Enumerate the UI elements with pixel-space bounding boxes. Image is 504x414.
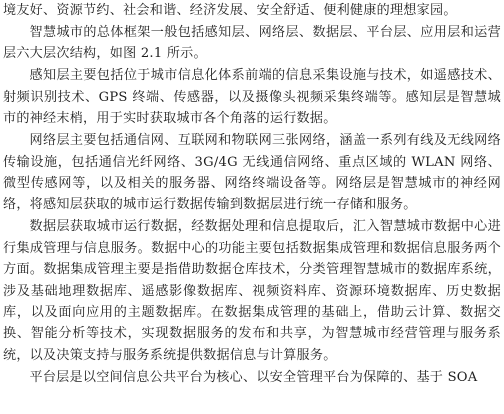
document-page [3,0,501,388]
paragraph-3-text: 感知层主要包括位于城市信息化体系前端的信息采集设施与技术，如遥感技术、射频识别技术、GPS 终端、传感器，以及摄像头视频采集终端等。感知层是智慧城市的神经末梢，用于实时获取城市各个角落的运行数据。 [3,68,501,127]
paragraph-6 [3,367,501,388]
paragraph-4-text: 网络层主要包括通信网、互联网和物联网三张网络，涵盖一系列有线及无线网络传输设施，包括通信光纤网络、3G/4G 无线通信网络、重点区域的 WLAN 网络、微型传感网等，以及相关的服务器、网络终端设备等。网络层是智慧城市的神经网络，将感知层获取的城市运行数据传输到数据层进行统一存储和服务。 [3,133,501,213]
paragraph-4 [3,130,501,216]
paragraph-2 [3,22,501,65]
paragraph-6-text: 平台层是以空间信息公共平台为核心、以安全管理平台为保障的、基于 SOA [29,369,478,385]
paragraph-3 [3,65,501,129]
paragraph-5-text: 数据层获取城市运行数据，经数据处理和信息提取后，汇入智慧城市数据中心进行集成管理与信息服务。数据中心的功能主要包括数据集成管理和数据信息服务两个方面。数据集成管理主要是指借助数据仓库技术，分类管理智慧城市的数据库系统，涉及基础地理数据库、遥感影像数据库、视频资料库、资源环境数据库、历史数据库，以及面向应用的主题数据库。在数据集成管理的基础上，借助云计算、数据交换、智能分析等技术，实现数据服务的发布和共享，为智慧城市经营管理与服务系统，以及决策支持与服务系统提供数据信息与计算服务。 [3,219,501,363]
paragraph-1-text: 境友好、资源节约、社会和谐、经济发展、安全舒适、便利健康的理想家园。 [3,3,457,18]
paragraph-5 [3,216,501,366]
paragraph-1 [3,0,501,21]
paragraph-2-text: 智慧城市的总体框架一般包括感知层、网络层、数据层、平台层、应用层和运营层六大层次结构，如图 2.1 所示。 [3,25,501,62]
